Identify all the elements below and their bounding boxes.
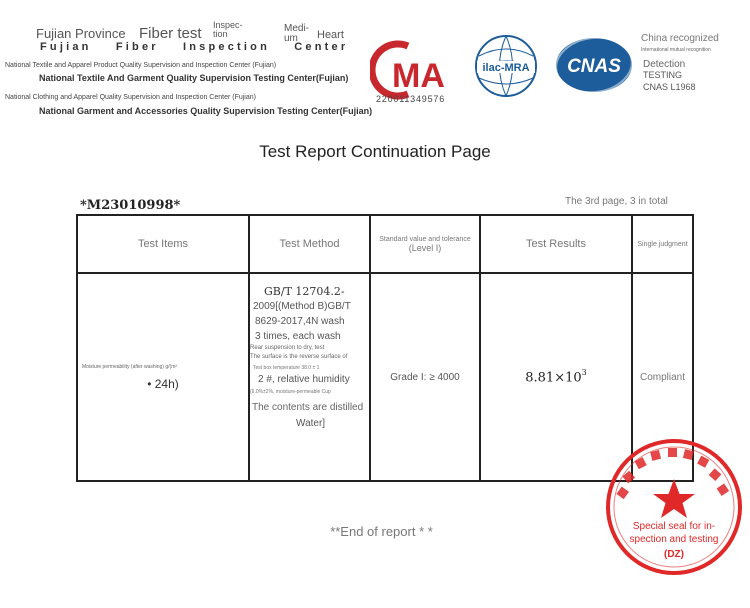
header-line1-small: National Textile and Apparel Product Quality Supervision and Inspection Center (Fujian) (5, 62, 277, 69)
method-line-3: 8629-2017,4N wash (255, 316, 345, 327)
header-standard-line2: (Level I) (408, 242, 442, 253)
report-table (76, 214, 694, 482)
inspection-seal (604, 437, 744, 577)
page-title: Test Report Continuation Page (259, 142, 491, 161)
header-standard-line1: Standard value and tolerance (379, 235, 471, 243)
result-mantissa: 8.81×10 (525, 370, 582, 386)
china-recognized: China recognized (641, 33, 719, 44)
ilac-logo (471, 34, 541, 98)
header-word-5: Heart (317, 29, 344, 41)
header-line2-small: National Clothing and Apparel Quality Supervision and Inspection Center (Fujian) (5, 94, 256, 101)
header-line2-bold: National Garment and Accessories Quality Supervision Testing Center(Fujian) (39, 106, 373, 116)
report-number: *M23010998* (80, 198, 181, 213)
ilac-text: ilac-MRA (482, 62, 530, 74)
cell-test-item (77, 273, 249, 481)
header-test-results: Test Results (480, 215, 632, 273)
item-big-text: • 24h) (147, 376, 179, 391)
method-line-5: Rear suspension to dry, test (250, 345, 325, 351)
page-info: The 3rd page, 3 in total (565, 196, 668, 207)
method-line-7: Test box temperature 38.0 ± 1 (253, 365, 320, 371)
detection-label: Detection (643, 59, 686, 70)
cma-number: 220011349576 (376, 94, 445, 104)
header-spaced-name: Fujian Fiber Inspection Center (40, 41, 349, 53)
table-header-row (77, 215, 693, 273)
header-word-3: Inspec-tion (213, 20, 243, 39)
cell-judgment: Compliant (632, 273, 693, 481)
seal-label-line1: Special seal for in- (632, 521, 716, 532)
cnas-text: CNAS (567, 56, 621, 77)
header-standard (370, 215, 480, 273)
intl-mutual-recognition: International mutual recognition (641, 47, 711, 53)
seal-label-line2: spection and testing (629, 534, 719, 545)
method-line-9: (6.0%±2%, moisture-permeable Cup (250, 389, 331, 395)
method-line-10: The contents are distilled (252, 402, 364, 413)
method-line-6: The surface is the reverse surface of (250, 354, 348, 360)
header-single-judgment: Single judgment (632, 215, 693, 273)
cma-logo (370, 40, 460, 106)
method-line-11: Water] (296, 418, 326, 429)
table-row (77, 273, 693, 481)
cma-text: MA (392, 57, 445, 95)
cnas-code: CNAS L1968 (643, 82, 696, 92)
header-test-items: Test Items (77, 215, 249, 273)
method-line-1: GB/T 12704.2- (264, 285, 345, 298)
result-exponent: 3 (581, 367, 587, 377)
cell-test-method (249, 273, 370, 481)
method-line-4: 3 times, each wash (255, 331, 341, 342)
header-line1-bold: National Textile And Garment Quality Supervision Testing Center(Fujian) (39, 73, 349, 83)
end-of-report: **End of report * * (330, 524, 433, 539)
item-small-text: Moisture permeability (after washing) g/(m² (82, 363, 178, 370)
header-test-method: Test Method (249, 215, 370, 273)
header-word-4: Medi-um (284, 23, 310, 44)
seal-star-icon (653, 479, 695, 518)
method-line-8: 2 #, relative humidity (258, 374, 350, 385)
cnas-logo (554, 36, 634, 94)
testing-label: TESTING (643, 70, 683, 80)
cell-standard-value: Grade I: ≥ 4000 (370, 273, 480, 481)
method-line-2: 2009[(Method B)GB/T (253, 301, 351, 312)
header-word-2: Fiber test (139, 25, 202, 42)
seal-code: (DZ) (664, 549, 684, 560)
header-word-1: Fujian Province (36, 26, 126, 41)
